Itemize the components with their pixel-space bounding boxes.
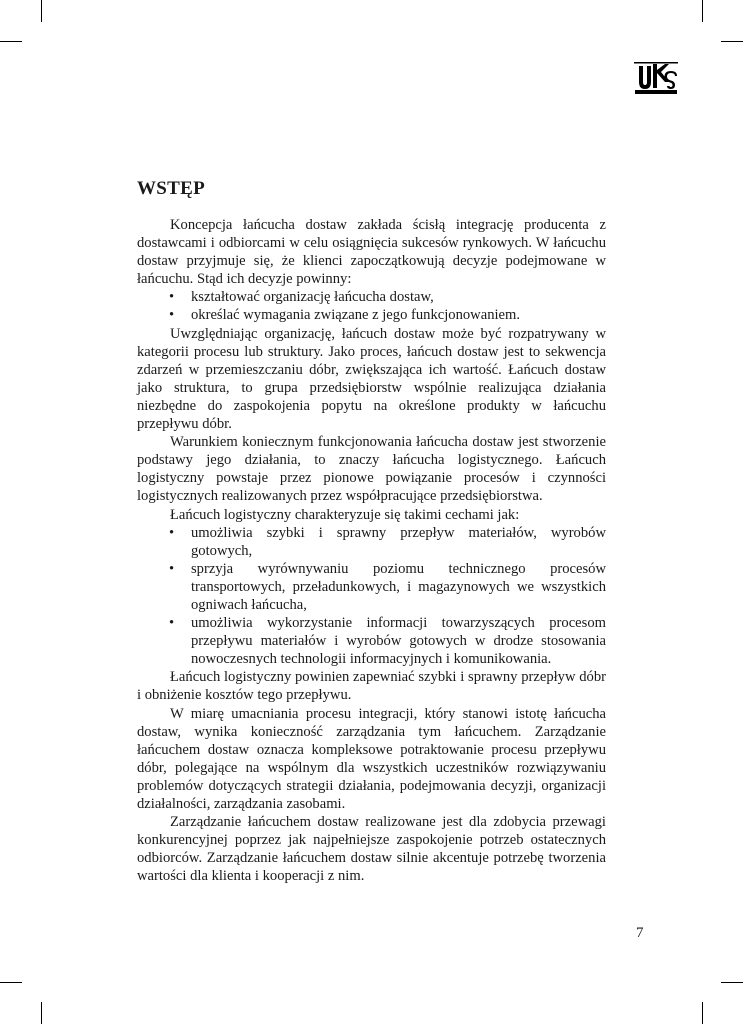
- list-item: • umożliwia wykorzystanie informacji towarzyszących procesom przepływu materiałów i wyrobów gotowych w drodze stosowania nowoczesnych technologii informacyjnych i komunikowania.: [191, 614, 606, 668]
- list-item: • sprzyja wyrównywaniu poziomu technicznego procesów transportowych, przeładunkowych, i magazynowych we wszystkich ogniwach łańcucha,: [191, 560, 606, 614]
- crop-mark: [721, 982, 743, 983]
- paragraph: Koncepcja łańcucha dostaw zakłada ścisłą integrację producenta z dostawcami i odbiorcami w celu osiągnięcia sukcesów rynkowych. W łańcuchu dostaw przyjmuje się, że klienci zapoczątkowują decyzje podejmowane w łańcuchu. Stąd ich decyzje powinny:: [137, 217, 606, 288]
- crop-mark: [41, 0, 42, 22]
- paragraph: Łańcuch logistyczny charakteryzuje się takimi cechami jak:: [170, 506, 520, 523]
- publisher-logo-icon: [634, 62, 678, 98]
- main-content: [137, 178, 606, 885]
- crop-mark: [0, 982, 22, 983]
- paragraph: Łańcuch logistyczny powinien zapewniać szybki i sprawny przepływ dóbr i obniżenie kosztów tego przepływu.: [137, 669, 606, 704]
- crop-mark: [702, 1002, 703, 1024]
- page-number: 7: [636, 925, 644, 941]
- crop-mark: [41, 1002, 42, 1024]
- crop-mark: [702, 0, 703, 22]
- section-title: WSTĘP: [137, 178, 206, 199]
- list-item: • kształtować organizację łańcucha dostaw,: [191, 288, 606, 306]
- bullet-list: [137, 524, 606, 669]
- crop-mark: [0, 41, 22, 42]
- list-item: • określać wymagania związane z jego funkcjonowaniem.: [191, 306, 606, 324]
- bullet-list: [137, 288, 606, 324]
- crop-mark: [721, 41, 743, 42]
- list-item: • umożliwia szybki i sprawny przepływ materiałów, wyrobów gotowych,: [191, 524, 606, 560]
- paragraph: Zarządzanie łańcuchem dostaw realizowane jest dla zdobycia przewagi konkurencyjnej poprzez jak najpełniejsze zaspokojenie potrzeb ostatecznych odbiorców. Zarządzanie łańcuchem dostaw silnie akcentuje potrzebę tworzenia wartości dla klienta i kooperacji z nim.: [137, 814, 606, 885]
- paragraph: Warunkiem koniecznym funkcjonowania łańcucha dostaw jest stworzenie podstawy jego działania, to znaczy łańcucha logistycznego. Łańcuch logistyczny powstaje przez pionowe powiązanie procesów i czynności logistycznych realizowanych przez współpracujące przedsiębiorstwa.: [137, 434, 606, 505]
- paragraph: Uwzględniając organizację, łańcuch dostaw może być rozpatrywany w kategorii procesu lub struktury. Jako proces, łańcuch dostaw jest to sekwencja zdarzeń w przemieszczaniu dóbr, zwiększająca ich wartość. Łańcuch dostaw jako struktura, to grupa przedsiębiorstw wspólnie realizująca działania niezbędne do zaspokojenia popytu na określone produkty w łańcuchu przepływu dóbr.: [137, 325, 606, 433]
- body-text: [137, 216, 606, 885]
- paragraph: W miarę umacniania procesu integracji, który stanowi istotę łańcucha dostaw, wynika konieczność zarządzania tym łańcuchem. Zarządzanie łańcuchem dostaw oznacza kompleksowe potraktowanie procesu przepływu dóbr, polegające na wspólnym dla wszystkich uczestników rozwiązywaniu problemów dotyczących strategii działania, podejmowania decyzji, organizacji działalności, zarządzania zasobami.: [137, 705, 606, 812]
